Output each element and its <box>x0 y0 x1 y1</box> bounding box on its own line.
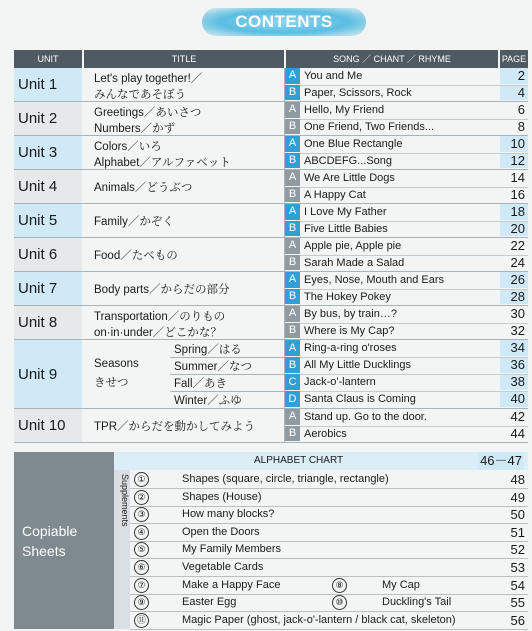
song-letter: A <box>285 272 300 288</box>
supplement-row <box>130 471 528 489</box>
header-title: TITLE <box>84 50 284 68</box>
song-title: All My Little Ducklings <box>304 359 411 371</box>
unit-row <box>14 409 528 443</box>
unit-title-line: Animals／どうぶつ <box>94 182 193 194</box>
unit-label: Unit 5 <box>14 204 82 237</box>
song-title: One Friend, Two Friends... <box>304 120 435 133</box>
page-number: 28 <box>500 289 528 305</box>
unit-title <box>84 102 284 135</box>
song-letter: A <box>285 409 300 425</box>
unit-label: Unit 3 <box>14 136 82 169</box>
song-letter: A <box>285 306 300 322</box>
season-divider <box>170 357 284 358</box>
song-divider <box>300 323 528 324</box>
song-divider <box>300 119 528 120</box>
unit-title-line: Numbers／かず <box>94 123 176 135</box>
page-number: 53 <box>510 560 525 575</box>
unit-title-line: Food／たべもの <box>94 250 178 262</box>
unit-title <box>84 340 284 408</box>
page-number: 26 <box>500 272 528 288</box>
page-number: 36 <box>500 357 528 373</box>
supplement-row <box>130 489 528 507</box>
song-title: A Happy Cat <box>304 188 366 201</box>
song-title: You and Me <box>304 70 363 82</box>
page-number: 22 <box>510 238 525 253</box>
unit-row <box>14 340 528 409</box>
song-letter: B <box>285 187 300 203</box>
season-divider <box>170 374 284 375</box>
page-number: 16 <box>510 186 525 202</box>
song-letter: D <box>285 391 300 407</box>
song-title: Ring-a-ring o'roses <box>304 342 397 354</box>
page-number: 2 <box>500 68 528 84</box>
season-label: Spring／はる <box>174 344 242 356</box>
unit-label: Unit 2 <box>14 102 82 135</box>
page-number: 34 <box>500 340 528 356</box>
supplement-title: Duckling's Tail <box>382 596 452 609</box>
unit-title <box>84 272 284 305</box>
unit-label: Unit 7 <box>14 272 82 305</box>
item-number: ① <box>134 472 149 487</box>
unit-row <box>14 102 528 136</box>
supplement-title: Shapes (House) <box>182 490 262 503</box>
unit-title-line: きせつ <box>94 377 129 389</box>
season-label: Fall／あき <box>174 378 228 390</box>
unit-title <box>84 136 284 169</box>
song-letter: A <box>285 68 300 84</box>
page-number: 10 <box>500 136 528 152</box>
song-title: Santa Claus is Coming <box>304 393 416 405</box>
supplement-row <box>130 594 528 612</box>
alphabet-chart-row <box>114 452 528 470</box>
song-divider <box>300 255 528 256</box>
supplement-row <box>130 577 528 595</box>
unit-row <box>14 136 528 170</box>
unit-label: Unit 4 <box>14 170 82 203</box>
season-divider <box>170 391 284 392</box>
song-letter: B <box>285 85 300 101</box>
unit-title-line: Colors／いろ <box>94 141 162 153</box>
alphabet-chart-label: ALPHABET CHART <box>254 455 344 466</box>
song-divider <box>300 221 528 222</box>
song-title: By bus, by train…? <box>304 308 397 320</box>
song-letter: B <box>285 323 300 339</box>
song-letter: B <box>285 289 300 305</box>
unit-title <box>84 170 284 203</box>
header-song: SONG ／ CHANT ／ RHYME <box>286 50 498 68</box>
song-divider <box>300 85 528 86</box>
unit-title-line: Greetings／あいさつ <box>94 107 202 119</box>
song-letter: B <box>285 255 300 271</box>
song-letter: B <box>285 153 300 169</box>
song-title: One Blue Rectangle <box>304 138 403 150</box>
song-title: Hello, My Friend <box>304 104 385 116</box>
song-letter: B <box>285 119 300 135</box>
song-title: Five Little Babies <box>304 222 388 235</box>
page-number: 18 <box>500 204 528 220</box>
item-number: ⑪ <box>134 613 149 628</box>
unit-title-line: Family／かぞく <box>94 216 174 228</box>
item-number: ⑥ <box>134 560 149 575</box>
supplement-row <box>130 524 528 542</box>
page-number: 6 <box>517 102 525 117</box>
song-title: Paper, Scissors, Rock <box>304 86 412 99</box>
unit-title <box>84 238 284 271</box>
unit-title-line: Let's play together!／ <box>94 73 203 85</box>
page-number: 49 <box>510 489 525 505</box>
page-number: 56 <box>510 612 525 628</box>
song-letter: B <box>285 426 300 442</box>
page-number: 48 <box>510 472 525 487</box>
supplement-title: Magic Paper (ghost, jack-o'-lantern / black cat, skeleton) <box>182 613 456 626</box>
song-letter: A <box>285 340 300 356</box>
unit-row <box>14 68 528 102</box>
season-label: Winter／ふゆ <box>174 395 242 407</box>
unit-title-line: on·in·under／どこかな？ <box>94 327 222 339</box>
song-divider <box>300 426 528 427</box>
item-number: ⑩ <box>332 595 347 610</box>
unit-title-line: Body parts／からだの部分 <box>94 284 230 296</box>
page-number: 52 <box>510 542 525 558</box>
supplement-row <box>130 541 528 559</box>
page-number: 50 <box>510 507 525 523</box>
supplements-label: Supplements <box>114 470 130 629</box>
page-number: 24 <box>510 254 525 270</box>
item-number: ⑤ <box>134 542 149 557</box>
page-number: 8 <box>517 118 525 134</box>
page-number: 44 <box>510 425 525 441</box>
song-letter: A <box>285 204 300 220</box>
unit-row <box>14 204 528 238</box>
page-number: 20 <box>500 221 528 237</box>
song-title: Eyes, Nose, Mouth and Ears <box>304 274 445 286</box>
song-divider <box>300 187 528 188</box>
page-number: 30 <box>510 306 525 321</box>
page-number: 51 <box>510 524 525 540</box>
unit-title-line: Alphabet／アルファベット <box>94 157 231 169</box>
unit-title-line: TPR／からだを動かしてみよう <box>94 421 255 433</box>
unit-title <box>84 204 284 237</box>
song-letter: A <box>285 170 300 186</box>
unit-row <box>14 238 528 272</box>
item-number: ③ <box>134 507 149 522</box>
supplement-row <box>130 506 528 524</box>
page-number: 40 <box>500 391 528 407</box>
page-number: 32 <box>510 322 525 338</box>
song-title: Where is My Cap? <box>304 324 395 337</box>
song-letter: A <box>285 136 300 152</box>
item-number: ⑧ <box>332 578 347 593</box>
supplement-title: My Family Members <box>182 543 282 556</box>
header-unit: UNIT <box>14 50 82 68</box>
song-title: ABCDEFG...Song <box>304 154 393 167</box>
song-title: We Are Little Dogs <box>304 172 395 184</box>
song-letter: A <box>285 238 300 254</box>
page-title: CONTENTS <box>202 8 366 36</box>
supplement-row <box>130 559 528 577</box>
supplement-title: Make a Happy Face <box>182 578 281 591</box>
song-title: Apple pie, Apple pie <box>304 240 402 252</box>
page-number: 38 <box>500 374 528 390</box>
song-letter: B <box>285 357 300 373</box>
item-number: ② <box>134 490 149 505</box>
unit-title <box>84 409 284 442</box>
song-title: Stand up. Go to the door. <box>304 411 427 423</box>
song-divider <box>300 289 528 290</box>
song-divider <box>300 391 528 392</box>
alphabet-chart-pages: 46－47 <box>480 453 522 468</box>
supplement-title: Shapes (square, circle, triangle, rectangle) <box>182 473 389 485</box>
unit-title <box>84 68 284 101</box>
unit-label: Unit 1 <box>14 68 82 101</box>
song-divider <box>300 374 528 375</box>
page-number: 42 <box>510 409 525 424</box>
song-title: Aerobics <box>304 427 347 440</box>
song-divider <box>300 153 528 154</box>
song-title: I Love My Father <box>304 206 387 218</box>
song-title: Sarah Made a Salad <box>304 256 405 269</box>
unit-title <box>84 306 284 339</box>
unit-label: Unit 9 <box>14 340 82 408</box>
song-letter: C <box>285 374 300 390</box>
copiable-sheets-label: Copiable Sheets <box>14 452 114 629</box>
song-title: Jack-o'-lantern <box>304 376 376 388</box>
page-number: 55 <box>510 595 525 611</box>
item-number: ⑨ <box>134 595 149 610</box>
unit-row <box>14 272 528 306</box>
song-title: The Hokey Pokey <box>304 290 391 303</box>
song-letter: A <box>285 102 300 118</box>
song-letter: B <box>285 221 300 237</box>
header-page: PAGE <box>500 50 528 68</box>
supplement-title: Open the Doors <box>182 525 260 538</box>
supplement-title: Vegetable Cards <box>182 561 264 573</box>
season-label: Summer／なつ <box>174 361 252 373</box>
song-divider <box>300 357 528 358</box>
page-number: 4 <box>500 85 528 101</box>
unit-label: Unit 8 <box>14 306 82 339</box>
unit-row <box>14 306 528 340</box>
unit-row <box>14 170 528 204</box>
supplement-title: My Cap <box>382 578 420 591</box>
item-number: ⑦ <box>134 578 149 593</box>
unit-title-line: Seasons <box>94 358 139 370</box>
supplement-title: How many blocks? <box>182 508 275 521</box>
page-number: 14 <box>510 170 525 185</box>
page-number: 54 <box>510 577 525 593</box>
item-number: ④ <box>134 525 149 540</box>
unit-title-line: みんなであそぼう <box>94 89 186 101</box>
page-number: 12 <box>500 153 528 169</box>
supplement-row <box>130 612 528 630</box>
unit-title-line: Transportation／のりもの <box>94 311 226 323</box>
unit-label: Unit 6 <box>14 238 82 271</box>
unit-label: Unit 10 <box>14 409 82 442</box>
supplement-title: Easter Egg <box>182 596 237 609</box>
